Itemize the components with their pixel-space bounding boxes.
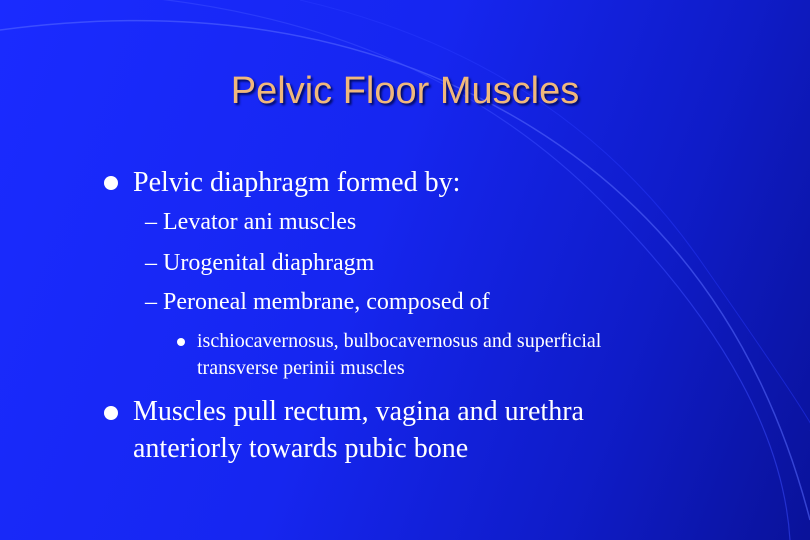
bullet-marker [104,406,118,420]
bullet-marker [104,176,118,190]
sub-sub-bullet-marker [177,338,185,346]
slide-title: Pelvic Floor Muscles [230,70,580,112]
bullet-2-line-2: anteriorly towards pubic bone [133,433,469,464]
sub-item-peroneal: – Peroneal membrane, composed of [145,289,490,315]
bullet-1-text: Pelvic diaphragm formed by: [133,167,461,198]
sub-item-levator: – Levator ani muscles [145,209,357,235]
sub-sub-item-line-2: transverse perinii muscles [197,357,405,379]
bullet-2-line-1: Muscles pull rectum, vagina and urethra [133,396,584,427]
sub-item-urogenital: – Urogenital diaphragm [145,250,375,276]
sub-sub-item-line-1: ischiocavernosus, bulbocavernosus and superficial [197,330,602,352]
